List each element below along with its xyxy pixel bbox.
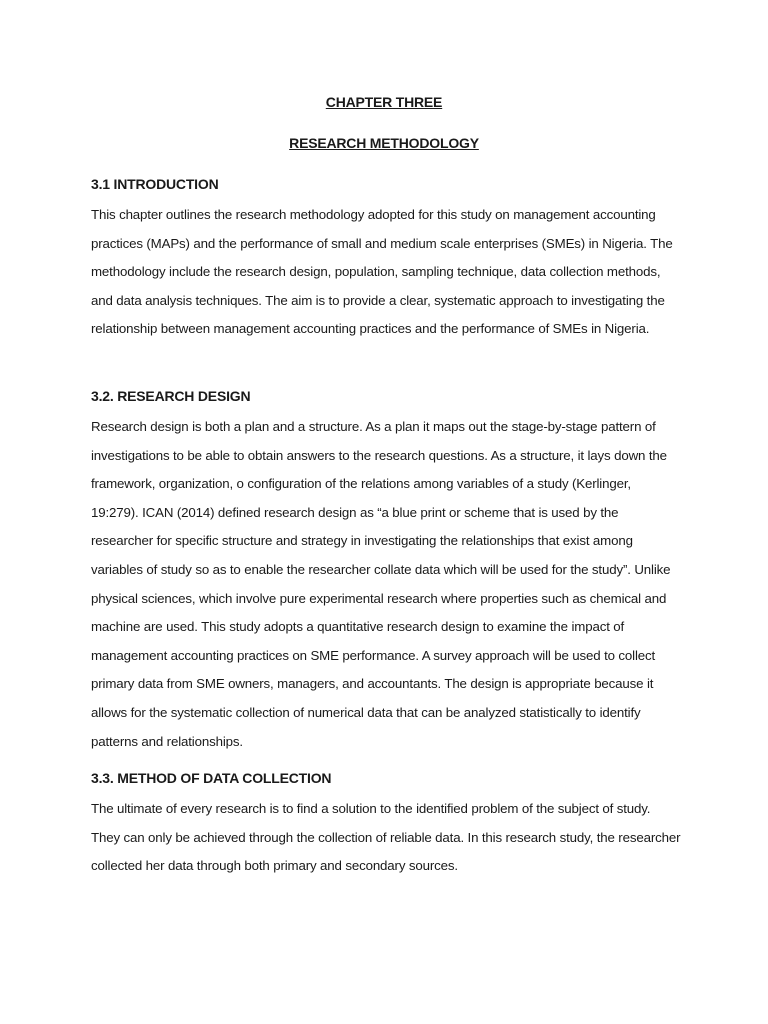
section-body: This chapter outlines the research methodology adopted for this study on management accounting practices (MAPs) and the performance of small and medium scale enterprises (SMEs) in Nigeria. The methodology include the research design, population, sampling technique, data collection methods, and data analysis techniques. The aim is to provide a clear, systematic approach to investigating the relationship between management accounting practices and the performance of SMEs in Nigeria. <box>91 207 673 337</box>
section-research-design <box>91 386 681 756</box>
section-heading: 3.1 INTRODUCTION <box>91 176 219 192</box>
section-body: The ultimate of every research is to find a solution to the identified problem of the subject of study. They can only be achieved through the collection of reliable data. In this research study, the researcher collected her data through both primary and secondary sources. <box>91 801 681 874</box>
section-heading: 3.3. METHOD OF DATA COLLECTION <box>91 770 332 786</box>
section-introduction <box>91 174 681 344</box>
section-heading: 3.2. RESEARCH DESIGN <box>91 388 251 404</box>
section-data-collection <box>91 768 681 881</box>
chapter-subtitle: RESEARCH METHODOLOGY <box>289 135 479 151</box>
chapter-title: CHAPTER THREE <box>325 94 443 110</box>
section-body: Research design is both a plan and a structure. As a plan it maps out the stage-by-stage pattern of investigations to be able to obtain answers to the research questions. As a structure, it lays down the framework, organization, o configuration of the relations among variables of a study (Kerlinger, 19:279). ICAN (2014) defined research design as “a blue print or scheme that is used by the researcher for specific structure and strategy in investigating the relationships that exist among variables of study so as to enable the researcher collate data which will be used for the study”. Unlike physical sciences, which involve pure experimental research where properties such as chemical and machine are used. This study adopts a quantitative research design to examine the impact of management accounting practices on SME performance. A survey approach will be used to collect primary data from SME owners, managers, and accountants. The design is appropriate because it allows for the systematic collection of numerical data that can be analyzed statistically to identify patterns and relationships. <box>91 419 671 749</box>
